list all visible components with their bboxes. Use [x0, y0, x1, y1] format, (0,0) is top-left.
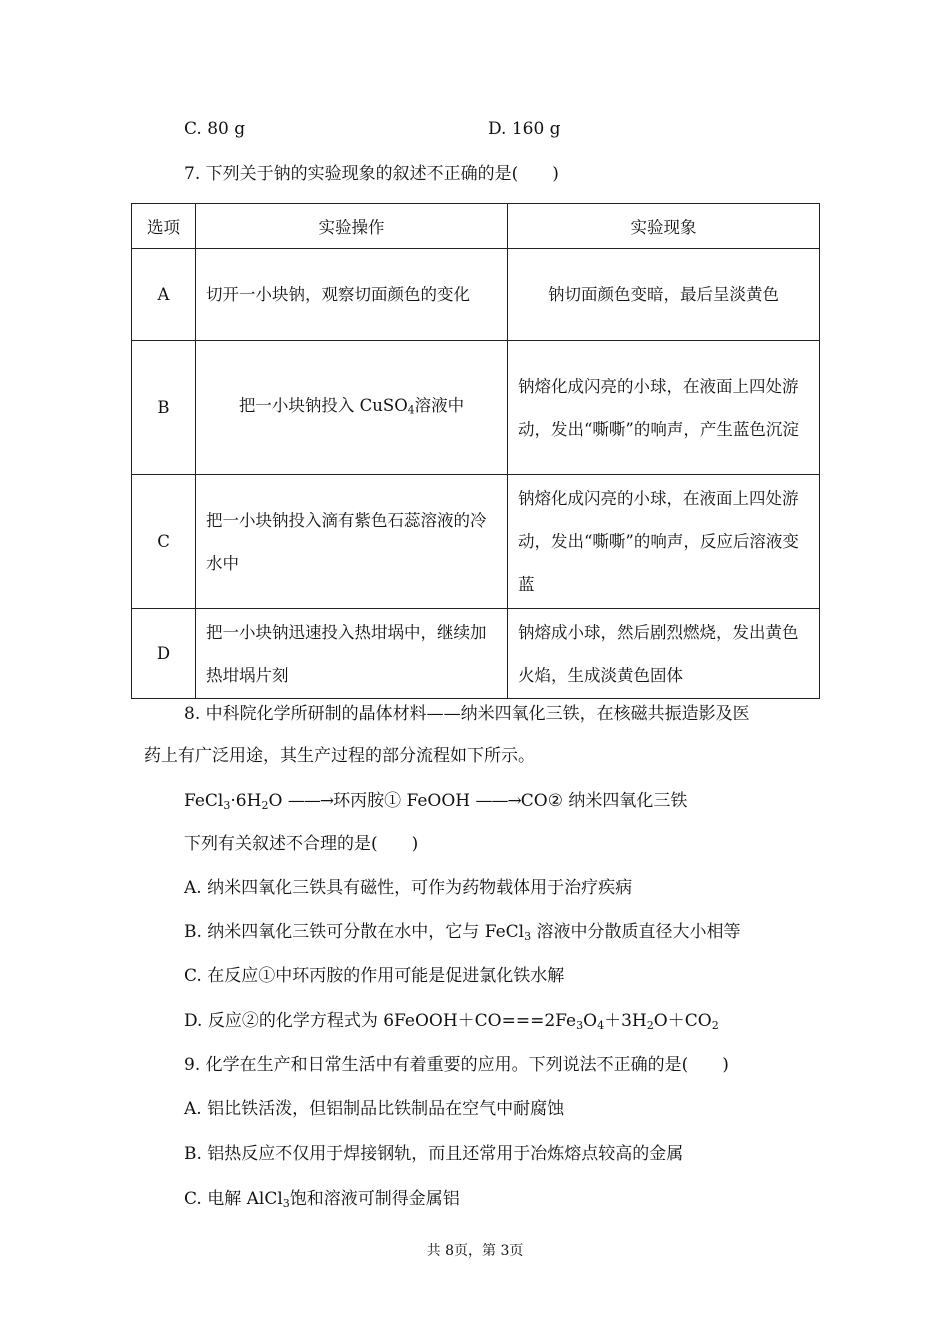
- flow-start-tail: ·6H: [230, 791, 262, 811]
- opt-d-text: D. 反应②的化学方程式为 6FeOOH＋CO===2Fe: [184, 1011, 577, 1031]
- row-phenomenon: 钠熔化成闪亮的小球，在液面上四处游动，发出“嘶嘶”的响声，反应后溶液变蓝: [508, 475, 820, 609]
- q8-stem-line2: 药上有广泛用途，其生产过程的部分流程如下所示。: [144, 746, 535, 766]
- opt-b-text: B. 纳米四氧化三铁可分散在水中，它与 FeCl: [184, 922, 525, 942]
- row-key: C: [132, 475, 196, 609]
- table-row: [132, 249, 820, 341]
- op-text: 把一小块钠投入 CuSO: [238, 395, 408, 415]
- q8-question: 下列有关叙述不合理的是( ): [184, 834, 419, 854]
- table-row: [132, 609, 820, 699]
- op-subscript: 4: [407, 403, 415, 417]
- row-operation: 把一小块钠投入滴有紫色石蕊溶液的冷水中: [196, 475, 508, 609]
- q9-option-c: [184, 1191, 460, 1209]
- opt-b-sub: 3: [524, 929, 532, 943]
- table-header-row: [132, 204, 820, 249]
- q8-option-a: A. 纳米四氧化三铁具有磁性，可作为药物载体用于治疗疾病: [184, 878, 633, 898]
- q8-option-d: [184, 1013, 719, 1031]
- q8-stem-line1: 8. 中科院化学所研制的晶体材料——纳米四氧化三铁，在核磁共振造影及医: [184, 704, 750, 724]
- row-key: A: [132, 249, 196, 341]
- opt-b-tail: 溶液中分散质直径大小相等: [531, 922, 741, 942]
- opt-c-tail: 饱和溶液可制得金属铝: [289, 1189, 460, 1209]
- op-text-tail: 溶液中: [414, 395, 465, 415]
- table-row: [132, 341, 820, 475]
- row-operation: 把一小块钠迅速投入热坩埚中，继续加热坩埚片刻: [196, 609, 508, 699]
- q7-stem: 7. 下列关于钠的实验现象的叙述不正确的是( ): [184, 164, 559, 184]
- header-operation: 实验操作: [196, 204, 508, 249]
- row-phenomenon: 钠熔成小球，然后剧烈燃烧，发出黄色火焰，生成淡黄色固体: [508, 609, 820, 699]
- flow-sub: 2: [261, 798, 269, 812]
- flow-start-tail2: O: [268, 791, 283, 811]
- row-operation: [196, 341, 508, 475]
- opt-c-text: C. 电解 AlCl: [184, 1189, 283, 1209]
- q9-option-a: A. 铝比铁活泼，但铝制品比铁制品在空气中耐腐蚀: [184, 1099, 565, 1119]
- page-footer: 共 8页，第 3页: [426, 1243, 524, 1259]
- row-phenomenon: 钠熔化成闪亮的小球，在液面上四处游动，发出“嘶嘶”的响声，产生蓝色沉淀: [508, 341, 820, 475]
- row-key: D: [132, 609, 196, 699]
- q8-flow: [184, 793, 687, 811]
- opt-d-sub: 3: [576, 1018, 584, 1032]
- opt-c-sub: 3: [282, 1196, 290, 1210]
- q8-option-c: C. 在反应①中环丙胺的作用可能是促进氯化铁水解: [184, 966, 565, 986]
- flow-step1: 环丙胺① FeOOH: [333, 791, 471, 811]
- q8-option-b: [184, 924, 741, 942]
- opt-d-mid: ＋3H: [604, 1011, 647, 1031]
- q6-option-d: D. 160 g: [488, 119, 561, 139]
- flow-arrow: ——→: [287, 791, 334, 811]
- flow-arrow: ——→: [475, 791, 521, 811]
- row-key: B: [132, 341, 196, 475]
- opt-d-sub: 2: [711, 1018, 719, 1032]
- header-option: 选项: [132, 204, 196, 249]
- row-phenomenon: 钠切面颜色变暗，最后呈淡黄色: [508, 249, 820, 341]
- flow-start: FeCl: [184, 791, 224, 811]
- opt-d-sub: 4: [597, 1018, 605, 1032]
- q9-option-b: B. 铝热反应不仅用于焊接钢轨，而且还常用于冶炼熔点较高的金属: [184, 1144, 684, 1164]
- flow-sub: 3: [223, 798, 231, 812]
- row-operation: 切开一小块钠，观察切面颜色的变化: [196, 249, 508, 341]
- experiment-table: [131, 203, 820, 699]
- q9-stem: 9. 化学在生产和日常生活中有着重要的应用。下列说法不正确的是( ): [184, 1055, 729, 1075]
- opt-d-mid: O＋CO: [653, 1011, 712, 1031]
- table-row: [132, 475, 820, 609]
- flow-step2: CO② 纳米四氧化三铁: [520, 791, 688, 811]
- opt-d-sub: 2: [646, 1018, 654, 1032]
- header-phenomenon: 实验现象: [508, 204, 820, 249]
- q6-option-c: C. 80 g: [184, 119, 246, 139]
- opt-d-mid: O: [583, 1011, 598, 1031]
